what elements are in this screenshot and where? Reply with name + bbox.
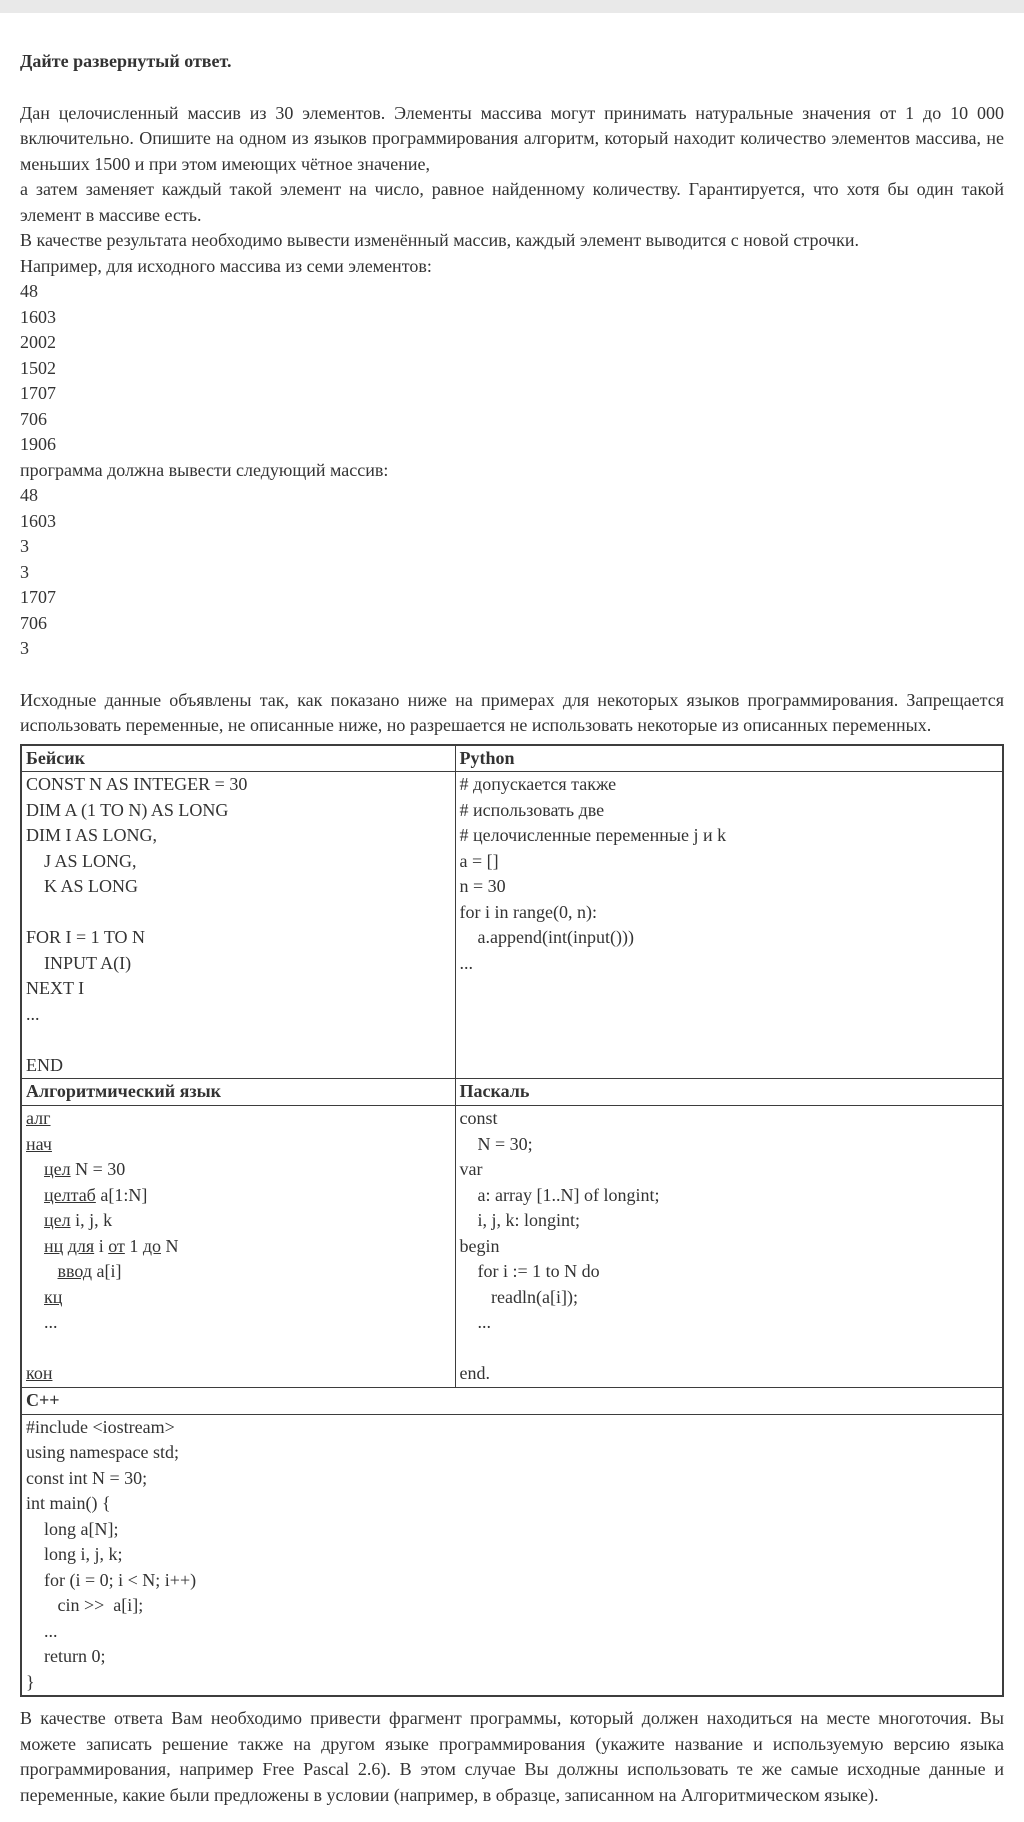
code-sample-basic <box>21 772 455 1079</box>
array-value: 706 <box>20 408 47 429</box>
code-line: CONST N AS INTEGER = 30 <box>26 774 248 794</box>
task-paragraph-2: а затем заменяет каждый такой элемент на число, равное найденному количеству. Гарантируется, что хотя бы один такой элемент в массиве есть. <box>20 179 1004 225</box>
code-line: FOR I = 1 TO N <box>26 927 146 947</box>
code-line: ... <box>26 1312 58 1332</box>
code-line: const int N = 30; <box>26 1467 148 1488</box>
code-line: a: array [1..N] of longint; <box>459 1184 660 1205</box>
code-line <box>26 1361 451 1387</box>
code-line: ... <box>26 1620 58 1641</box>
code-line: #include <iostream> <box>26 1416 175 1437</box>
array-value: 48 <box>20 281 38 301</box>
underlined-keyword: до <box>142 1235 162 1256</box>
code-line: i, j, k: longint; <box>459 1210 581 1230</box>
language-header-algorithmic: Алгоритмический язык <box>21 1079 455 1106</box>
example-intro: Например, для исходного массива из семи элементов: <box>20 255 432 276</box>
code-sample-python <box>455 772 1003 1079</box>
language-header-row <box>21 1387 1003 1414</box>
underlined-keyword: ввод <box>57 1261 93 1281</box>
array-value: 1502 <box>20 357 56 378</box>
code-line: const <box>459 1108 498 1128</box>
underlined-keyword: целтаб <box>44 1184 96 1205</box>
language-header-python: Python <box>455 745 1003 772</box>
code-line <box>460 1336 998 1362</box>
code-sample-pascal <box>455 1106 1003 1388</box>
code-line: a.append(int(input())) <box>459 927 634 947</box>
code-line: long a[N]; <box>26 1518 119 1539</box>
language-header-row <box>21 1079 1003 1106</box>
code-line: readln(a[i]); <box>459 1286 578 1307</box>
code-line: return 0; <box>26 1646 106 1666</box>
code-row <box>21 772 1003 1079</box>
code-line: for i in range(0, n): <box>459 901 597 922</box>
underlined-keyword: от <box>108 1235 125 1256</box>
declaration-note: Исходные данные объявлены так, как показано ниже на примерах для некоторых языков программирования. Запрещается использовать переменные, не описанные ниже, но разрешается не использовать некоторые из описанных переменных. <box>20 689 1004 735</box>
array-value: 48 <box>20 485 38 505</box>
code-line: using namespace std; <box>26 1442 179 1462</box>
array-value: 706 <box>20 612 47 633</box>
task-paragraph-1: Дан целочисленный массив из 30 элементов. Элементы массива могут принимать натуральные значения от 1 до 10 000 включительно. Опишите на одном из языков программирования алгоритм, который находит количество элементов массива, не меньших 1500 и при этом имеющих чётное значение, <box>20 102 1004 174</box>
code-row <box>21 1106 1003 1388</box>
code-line: K AS LONG <box>26 876 139 896</box>
underlined-keyword: алг <box>26 1108 51 1128</box>
language-header-basic: Бейсик <box>21 745 455 772</box>
language-header-pascal: Паскаль <box>455 1079 1003 1106</box>
code-line: END <box>26 1054 63 1075</box>
code-line <box>26 1132 451 1158</box>
code-line: cin >> a[i]; <box>26 1595 144 1615</box>
array-value: 1707 <box>20 587 56 607</box>
code-line: NEXT I <box>26 978 85 998</box>
array-value: 1603 <box>20 510 56 531</box>
array-value: 3 <box>20 561 29 582</box>
code-line: var <box>459 1159 483 1179</box>
top-bar <box>0 0 1024 13</box>
code-line <box>26 1336 451 1362</box>
array-value: 3 <box>20 536 29 556</box>
code-line: цел N = 30 <box>44 1159 126 1179</box>
code-line: # целочисленные переменные j и k <box>459 825 727 845</box>
example-input-array <box>20 279 1004 458</box>
underlined-keyword: цел <box>44 1210 71 1230</box>
underlined-keyword: нач <box>26 1133 52 1154</box>
array-value: 1603 <box>20 306 56 327</box>
code-line: for (i = 0; i < N; i++) <box>26 1569 197 1590</box>
code-line: нц для i от 1 до N <box>44 1235 179 1256</box>
code-line: } <box>26 1671 35 1692</box>
language-header-cpp: C++ <box>21 1387 1003 1414</box>
array-value: 1707 <box>20 383 56 403</box>
page-title: Дайте развернутый ответ. <box>20 51 232 71</box>
code-line: # использовать две <box>459 799 605 820</box>
code-line: цел i, j, k <box>44 1210 113 1230</box>
code-line: n = 30 <box>459 876 506 896</box>
code-line: ... <box>459 952 474 973</box>
example-output-array <box>20 483 1004 662</box>
underlined-keyword: кон <box>26 1363 53 1383</box>
code-sample-cpp <box>21 1414 1003 1696</box>
code-line: for i := 1 to N do <box>459 1261 600 1281</box>
underlined-keyword: нц <box>44 1235 64 1256</box>
code-line: DIM A (1 TO N) AS LONG <box>26 799 229 820</box>
code-samples-table <box>20 744 1004 1698</box>
example-output-intro: программа должна вывести следующий массив: <box>20 459 389 480</box>
code-line <box>26 1285 451 1311</box>
answer-instructions: В качестве ответа Вам необходимо привести фрагмент программы, который должен находиться на месте многоточия. Вы можете записать решение также на другом языке программирования (укажите название и используемую версию языка программирования, например Free Pascal 2.6). В этом случае Вы должны использовать те же самые исходные данные и переменные, какие были предложены в условии (например, в образце, записанном на Алгоритмическом языке). <box>20 1708 1004 1805</box>
array-value: 1906 <box>20 434 56 454</box>
code-line: end. <box>459 1363 491 1383</box>
code-line: ... <box>459 1312 492 1332</box>
code-line: long i, j, k; <box>26 1544 123 1564</box>
code-line <box>26 1106 451 1132</box>
language-header-row <box>21 745 1003 772</box>
code-line: DIM I AS LONG, <box>26 825 158 845</box>
code-line: J AS LONG, <box>26 850 137 871</box>
task-paragraph-3: В качестве результата необходимо вывести изменённый массив, каждый элемент выводится с новой строчки. <box>20 230 859 250</box>
code-line <box>26 1027 451 1053</box>
code-line: ... <box>26 1003 40 1024</box>
array-value: 3 <box>20 638 29 658</box>
code-line: int main() { <box>26 1493 111 1513</box>
code-line: целтаб a[1:N] <box>44 1184 148 1205</box>
code-line: ввод a[i] <box>57 1261 122 1281</box>
code-line: begin <box>459 1235 500 1256</box>
code-line: # допускается также <box>459 774 617 794</box>
code-line <box>26 900 451 926</box>
code-line: a = [] <box>459 850 499 871</box>
underlined-keyword: кц <box>44 1286 63 1307</box>
array-value: 2002 <box>20 332 56 352</box>
code-row <box>21 1414 1003 1696</box>
code-line: INPUT A(I) <box>26 952 132 973</box>
underlined-keyword: цел <box>44 1159 71 1179</box>
code-sample-algorithmic <box>21 1106 455 1388</box>
underlined-keyword: для <box>67 1235 95 1256</box>
code-line: N = 30; <box>459 1133 533 1154</box>
task-document <box>0 13 1024 1822</box>
